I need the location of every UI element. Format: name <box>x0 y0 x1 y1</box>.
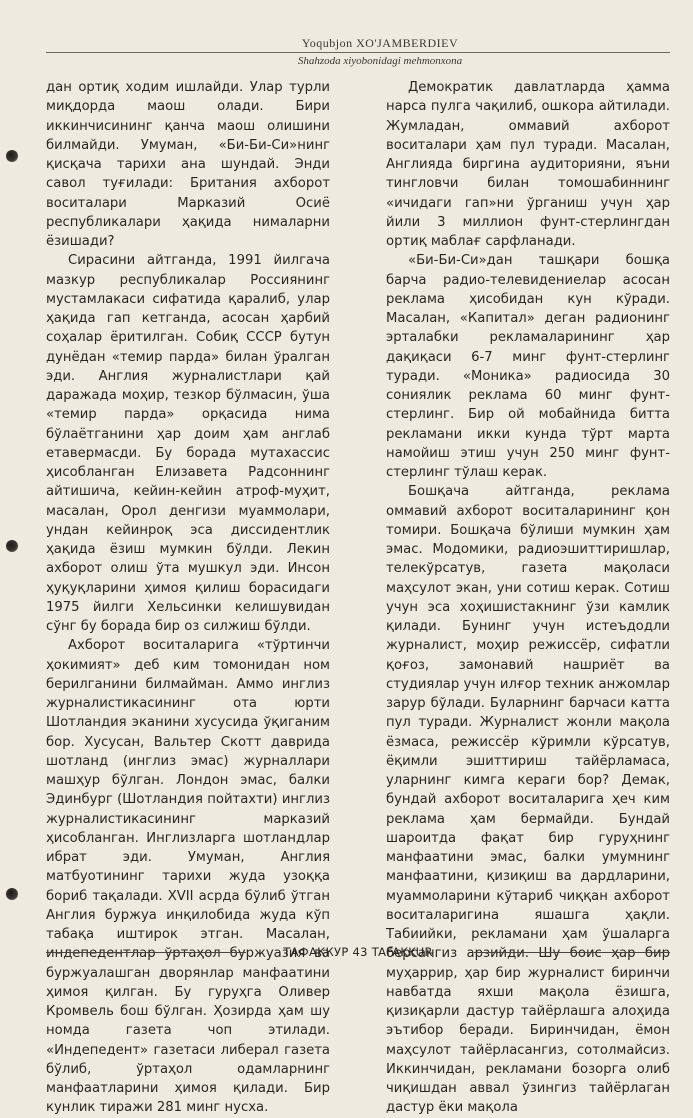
binder-hole-bottom <box>6 888 18 900</box>
paragraph: Ахборот воситаларига «тўртинчи ҳокимият» деб ким томонидан ном берилганини билмайман. Аммо инглиз журналистикасининг ота юрти Шотландия эканини хусусида ўқиганим бор. Хусусан, Вальтер Скотт даврида шотланд (инглиз эмас) журналлари машҳур бўлган. Лондон эмас, балки Эдинбург (Шотландия пойтахти) инглиз журналистикасининг марказий ҳисобланган. Инглизларга шотландлар ибрат эди. Умуман, Англия матбуотининг тарихи жуда узоққа бориб тақалади. XVII асрда бўлиб ўтган Англия буржуа инқилобида жуда кўп табақа иштирок этган. Масалан, индепедентлар ўртаҳол буржуазия ва буржуалашган дворянлар манфаатини ҳимоя қилган. Бу гуруҳга Оливер Кромвель бош бўлган. Ҳозирда ҳам шу номда газета чоп этилади. «Индепедент» газетаси либерал газета бўлиб, ўртаҳол одамларнинг манфаатларини ҳимоя қилади. Бир кунлик тиражи 281 минг нусха. <box>46 638 330 1116</box>
header-rule <box>46 52 670 53</box>
paragraph: Демократик давлатларда ҳамма нарса пулга чақилиб, ошкора айтилади. Жумладан, оммавий ахборот воситалари ҳам пул туради. Масалан, Англияда биргина аудиторияни, яъни тингловчи билан томошабиннинг «ичидаги гап»ни ўрганиш учун ҳар йили 3 миллион фунт-стерлингдан ортиқ маблағ сарфланади. <box>386 80 670 249</box>
binder-hole-top <box>6 150 18 162</box>
paragraph: дан ортиқ ходим ишлайди. Улар турли миқдорда маош олади. Бири иккинчисининг қанча маош олишини билмайди. Умуман, «Би-Би-Си»нинг қисқача тарихи ана шундай. Энди савол туғилади: Британия ахборот воситалари Марказий Осиё республикалари ҳақида нималарни ёзишади? <box>46 80 330 249</box>
page-footer <box>46 945 670 959</box>
paragraph: Сирасини айтганда, 1991 йилгача мазкур республикалар Россиянинг мустамлакаси сифатида қаралиб, улар ҳақида гап кетганда, асосан ҳарбий соҳалар ёритилган. Собиқ СССР бутун дунёдан «темир парда» билан ўралган эди. Англия журналистлари қай даражада моҳир, тезкор бўлмасин, ўша «темир парда» орқасида нима бўлаётганини ҳар доим ҳам англаб етавермасди. Бу борада мутахассис ҳисобланган Елизавета Радсоннинг айтишича, кейин-кейин атроф-муҳит, масалан, Орол денгизи муаммолари, ундан кейинроқ эса диссидентлик ҳақида ёзиш мумкин бўлди. Лекин ахборот олиш ўта мушкул эди. Инсон ҳуқуқларини ҳимоя қилиш борасидаги 1975 йилги Хельсинки келишувидан сўнг бу борада бир оз силжиш бўлди. <box>46 253 330 634</box>
binder-hole-middle <box>6 540 18 552</box>
footer-rule-right <box>474 952 670 953</box>
right-column <box>386 78 670 1118</box>
header-author: Yoqubjon XO'JAMBERDIEV <box>301 36 459 50</box>
left-column <box>46 78 330 1118</box>
paragraph: «Би-Би-Си»дан ташқари бошқа барча радио-телевидениелар асосан реклама ҳисобидан кун кўради. Масалан, «Капитал» деган радионинг эрталабки рекламаларининг ҳар дақиқаси 6-7 минг фунт-стерлинг туради. «Моника» радиосида 30 сониялик реклама 60 минг фунт-стерлинг. Бир ой мобайнида битта рекламани икки кунда тўрт марта намойиш этиш учун 250 минг фунт-стерлинг тўлаш керак. <box>386 253 670 480</box>
footer-page-label: ТАФАККУР 43 TAFAKKUR <box>283 945 433 959</box>
paragraph: Бошқача айтганда, реклама оммавий ахборот воситаларининг қон томири. Бошқача бўлиши мумкин ҳам эмас. Модомики, радиоэшиттиришлар, телекўрсатув, газета мақоласи маҳсулот экан, уни сотиш керак. Сотиш учун эса хоҳишистакнинг ўзи камлик қилади. Бунинг учун истеъдодли журналист, моҳир режиссёр, сифатли қоғоз, замонавий нашриёт ва студиялар учун илғор техник анжомлар зарур бўлади. Буларнинг барчаси катта пул туради. Журналист жонли мақола ёзмаса, режиссёр кўримли кўрсатув, ёқимли эшиттириш тайёрламаса, уларнинг кимга кераги бор? Демак, бундай ахборот воситаларига ҳеч ким реклама ҳам бермайди. Бундай шароитда фақат бир гуруҳнинг манфаатини эмас, балки умумнинг манфаатини, қизиқиш ва дардларини, муаммоларини кўтариб чиққан ахборот воситаларигина яшашга ҳақли. Табиийки, рекламани ҳам ўшаларга берсангиз арзийди. Шу боис ҳар бир муҳаррир, ҳар бир журналист биринчи навбатда яхши мақола ёзишга, қизиқарли дастур тайёрлашга алоҳида эътибор беради. Биринчидан, ёмон маҳсулот тайёрласангиз, сотолмайсиз. Иккинчидан, рекламани бозорга олиб чиқишдан аввал ўзингиз тайёрлаган дастур ёки мақола <box>386 484 670 1116</box>
header-subtitle: Shahzoda xiyobonidagi mehmonxona <box>297 55 463 67</box>
